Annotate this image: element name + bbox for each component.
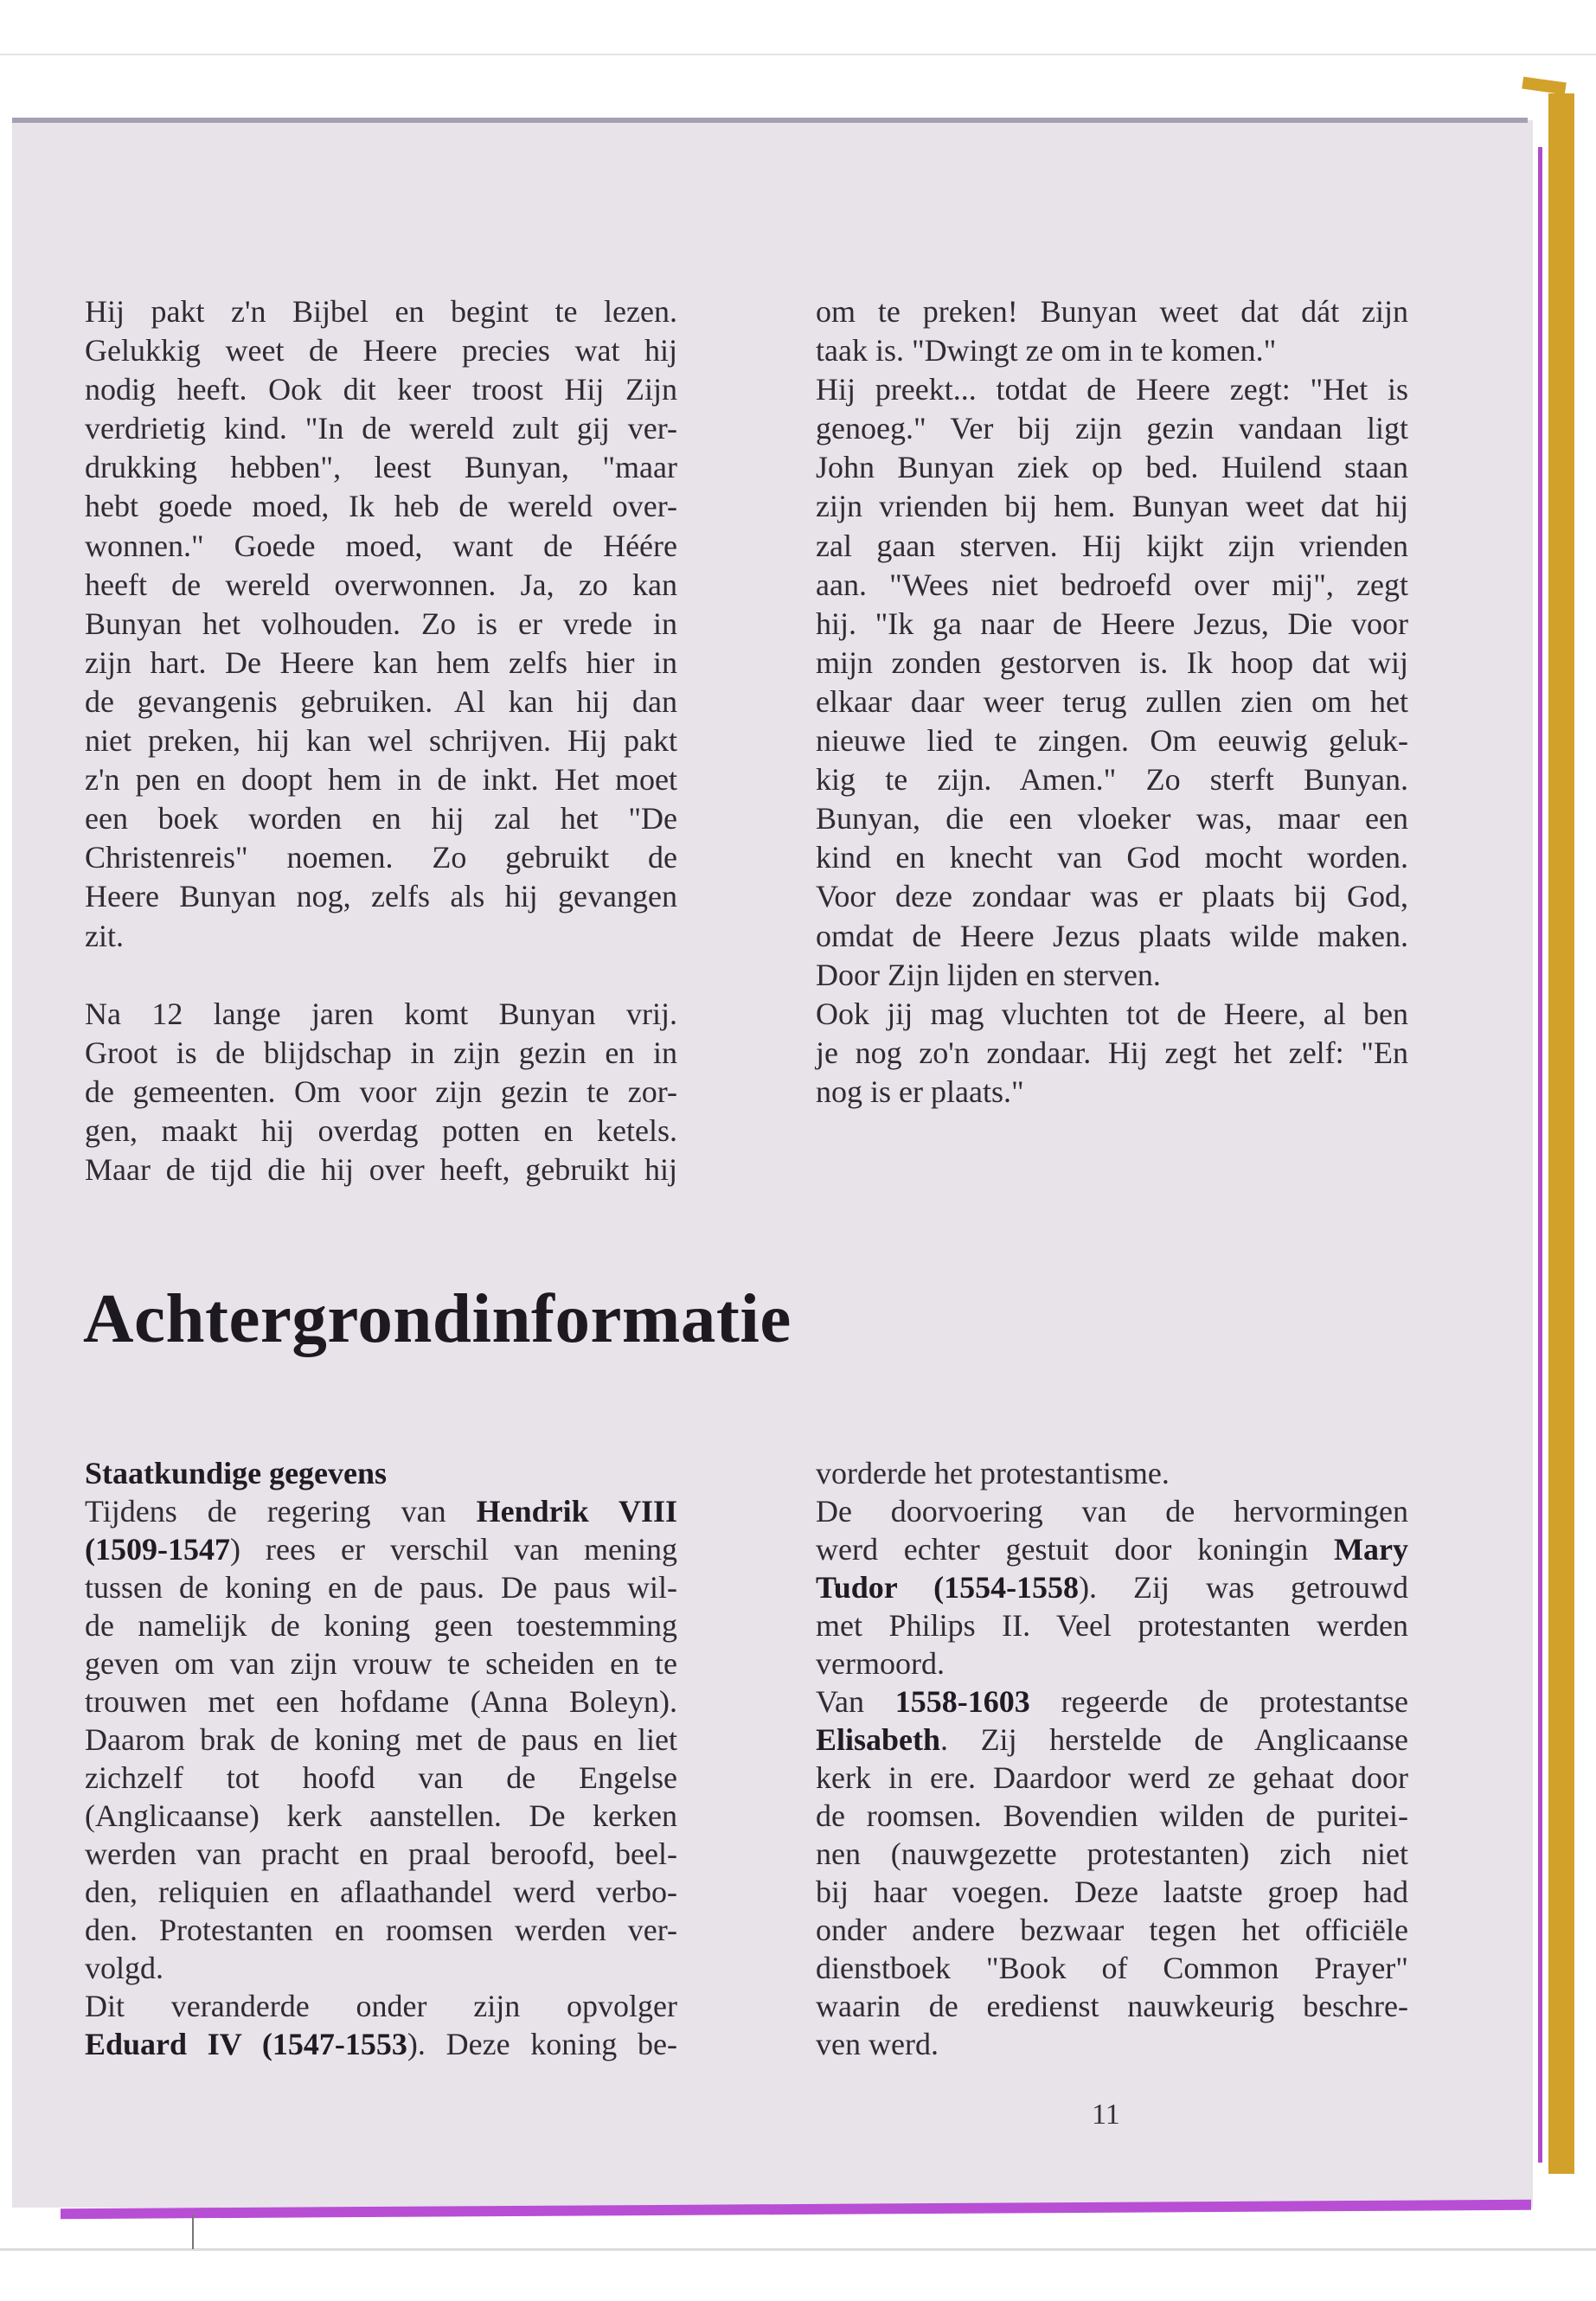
page-number: 11 — [1092, 2099, 1120, 2131]
text-line: dienstboek "Book of Common Prayer" — [816, 1951, 1408, 1985]
text-line: drukking hebben", leest Bunyan, "maar — [85, 450, 677, 485]
text-line — [85, 1530, 677, 1568]
text-line: nog is er plaats." — [816, 1074, 1024, 1109]
text-line: zal gaan sterven. Hij kijkt zijn vrienden — [816, 528, 1408, 563]
text-line: de gemeenten. Om voor zijn gezin te zor- — [85, 1074, 677, 1109]
text-line: taak is. "Dwingt ze om in te komen." — [816, 333, 1277, 369]
text-line — [816, 1530, 1408, 1568]
text-line: je nog zo'n zondaar. Hij zegt het zelf: "En — [816, 1035, 1408, 1070]
text-line: volgd. — [85, 1951, 164, 1985]
text-segment: werd echter gestuit door koningin — [816, 1532, 1335, 1567]
gold-cover-edge — [1548, 93, 1574, 2174]
text-line: aan. "Wees niet bedroefd over mij", zegt — [816, 567, 1408, 602]
text-segment: ) rees er verschil van mening — [229, 1532, 677, 1567]
bold-text: Mary — [1334, 1532, 1408, 1567]
text-line: Hij preekt... totdat de Heere zegt: "Het is — [816, 372, 1408, 407]
text-line: gen, maakt hij overdag potten en ketels. — [85, 1112, 677, 1148]
paragraph-gap — [85, 956, 677, 995]
text-line: verdrietig kind. "In de wereld zult gij ver- — [85, 411, 677, 446]
text-line: nieuwe lied te zingen. Om eeuwig geluk- — [816, 723, 1408, 759]
text-line: Daarom brak de koning met de paus en liet — [85, 1722, 677, 1757]
text-line: vermoord. — [816, 1646, 945, 1681]
text-segment: ). Zij was getrouwd — [1079, 1570, 1408, 1605]
text-line: trouwen met een hofdame (Anna Boleyn). — [85, 1684, 677, 1719]
text-segment: . Zij herstelde de Anglicaanse — [940, 1722, 1408, 1757]
text-line: kig te zijn. Amen." Zo sterft Bunyan. — [816, 762, 1408, 798]
text-line: heeft de wereld overwonnen. Ja, zo kan — [85, 567, 677, 602]
text-line: Door Zijn lijden en sterven. — [816, 957, 1161, 992]
text-line: nodig heeft. Ook dit keer troost Hij Zijn — [85, 372, 677, 407]
text-line: werden van pracht en praal beroofd, beel- — [85, 1836, 677, 1871]
bold-text: (1509-1547 — [85, 1532, 230, 1567]
text-line: Heere Bunyan nog, zelfs als hij gevangen — [85, 879, 677, 914]
text-line: z'n pen en doopt hem in de inkt. Het moet — [85, 762, 677, 798]
bold-text: Staatkundige gegevens — [85, 1456, 388, 1490]
text-line: zit. — [85, 918, 124, 953]
text-line: Christenreis" noemen. Zo gebruikt de — [85, 840, 677, 875]
text-line: Bunyan, die een vloeker was, maar een — [816, 801, 1408, 836]
text-line: (Anglicaanse) kerk aanstellen. De kerken — [85, 1798, 677, 1833]
text-line: den. Protestanten en roomsen werden ver- — [85, 1913, 677, 1947]
text-line: Na 12 lange jaren komt Bunyan vrij. — [85, 996, 677, 1031]
text-line — [816, 1568, 1408, 1606]
text-line: Maar de tijd die hij over heeft, gebruikt hij — [85, 1152, 677, 1188]
text-line: ven werd. — [816, 2027, 939, 2061]
background-right-column — [816, 1454, 1408, 2063]
text-line: Dit veranderde onder zijn opvolger — [85, 1989, 677, 2023]
bold-text: Elisabeth — [816, 1722, 941, 1757]
text-line — [816, 1682, 1408, 1721]
text-line: zichzelf tot hoofd van de Engelse — [85, 1760, 677, 1795]
text-line: Gelukkig weet de Heere precies wat hij — [85, 333, 677, 369]
text-line: elkaar daar weer terug zullen zien om het — [816, 683, 1408, 719]
text-line: kind en knecht van God mocht worden. — [816, 840, 1408, 875]
background-left-column — [85, 1454, 677, 2063]
text-line: bij haar voegen. Deze laatste groep had — [816, 1875, 1408, 1909]
text-line — [85, 1454, 677, 1492]
text-line: Groot is de blijdschap in zijn gezin en in — [85, 1035, 677, 1070]
text-segment: Van — [816, 1684, 895, 1719]
text-line: John Bunyan ziek op bed. Huilend staan — [816, 450, 1408, 485]
text-line: vorderde het protestantisme. — [816, 1456, 1170, 1490]
text-line: Ook jij mag vluchten tot de Heere, al ben — [816, 996, 1408, 1031]
text-line: Hij pakt z'n Bijbel en begint te lezen. — [85, 294, 677, 329]
bold-text: Tudor (1554-1558 — [816, 1570, 1080, 1605]
text-line: zijn vrienden bij hem. Bunyan weet dat hij — [816, 489, 1408, 524]
text-line: waarin de eredienst nauwkeurig beschre- — [816, 1989, 1408, 2023]
text-line: genoeg." Ver bij zijn gezin vandaan ligt — [816, 411, 1408, 446]
text-line: niet preken, hij kan wel schrijven. Hij pakt — [85, 723, 677, 759]
text-line: de gevangenis gebruiken. Al kan hij dan — [85, 683, 677, 719]
text-line: hebt goede moed, Ik heb de wereld over- — [85, 489, 677, 524]
bold-text: 1558-1603 — [894, 1684, 1030, 1719]
text-line: wonnen." Goede moed, want de Héére — [85, 528, 677, 563]
text-line: met Philips II. Veel protestanten werden — [816, 1608, 1408, 1643]
text-line: mijn zonden gestorven is. Ik hoop dat wij — [816, 644, 1408, 680]
text-line: omdat de Heere Jezus plaats wilde maken. — [816, 918, 1408, 953]
text-line: zijn hart. De Heere kan hem zelfs hier in — [85, 644, 677, 680]
scan-mark — [192, 2214, 194, 2249]
text-line: om te preken! Bunyan weet dat dát zijn — [816, 294, 1408, 329]
text-line: den, reliquien en aflaathandel werd verbo- — [85, 1875, 677, 1909]
page-top-edge — [12, 118, 1528, 123]
text-line: geven om van zijn vrouw te scheiden en te — [85, 1646, 677, 1681]
text-line: hij. "Ik ga naar de Heere Jezus, Die voor — [816, 606, 1408, 641]
text-line: Bunyan het volhouden. Zo is er vrede in — [85, 606, 677, 641]
text-line — [85, 1492, 677, 1530]
text-line: de roomsen. Bovendien wilden de puritei- — [816, 1798, 1408, 1833]
text-line: nen (nauwgezette protestanten) zich niet — [816, 1836, 1408, 1871]
text-line: De doorvoering van de hervormingen — [816, 1494, 1408, 1529]
text-segment: ). Deze koning be- — [407, 2027, 678, 2061]
story-left-column — [85, 292, 677, 1189]
text-segment: regeerde de protestantse — [1029, 1684, 1408, 1719]
text-line: tussen de koning en de paus. De paus wil- — [85, 1570, 677, 1605]
text-segment: Tijdens de regering van — [85, 1494, 477, 1529]
text-line — [816, 1721, 1408, 1759]
story-right-column — [816, 292, 1408, 1112]
text-line: kerk in ere. Daardoor werd ze gehaat door — [816, 1760, 1408, 1795]
text-line: de namelijk de koning geen toestemming — [85, 1608, 677, 1643]
text-line: onder andere bezwaar tegen het officiële — [816, 1913, 1408, 1947]
text-line: een boek worden en hij zal het "De — [85, 801, 677, 836]
bold-text: Hendrik VIII — [476, 1494, 678, 1529]
section-heading: Achtergrondinformatie — [83, 1279, 792, 1357]
text-line: Voor deze zondaar was er plaats bij God, — [816, 879, 1408, 914]
bold-text: Eduard IV (1547-1553 — [85, 2027, 407, 2061]
text-line — [85, 2025, 677, 2063]
purple-page-edge-right — [1538, 147, 1542, 2163]
